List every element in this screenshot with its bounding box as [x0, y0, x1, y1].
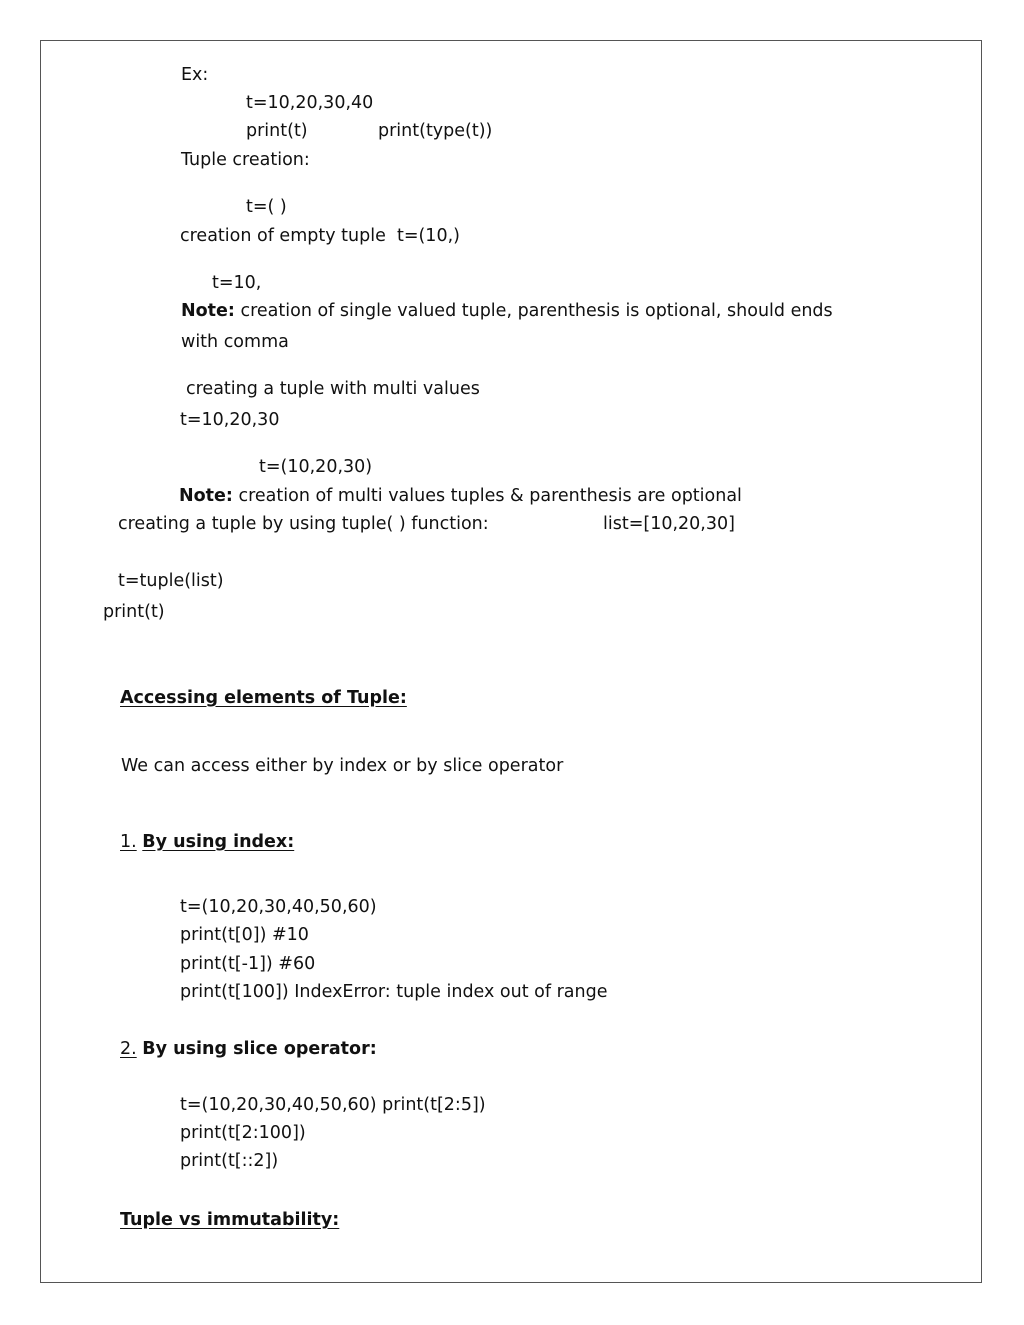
code-line: list=[10,20,30]	[603, 514, 735, 534]
heading-text: By using index:	[142, 832, 295, 852]
text-line: Tuple creation:	[181, 150, 310, 170]
note-line	[181, 300, 833, 322]
code-line: print(t)	[246, 121, 308, 141]
note-label: Note:	[179, 486, 233, 506]
text-line: creation of empty tuple t=(10,)	[180, 226, 460, 246]
code-line: print(t[2:100])	[180, 1123, 306, 1143]
note-text: creation of single valued tuple, parenthesis is optional, should ends	[234, 301, 833, 321]
note-text: creation of multi values tuples & parenthesis are optional	[232, 486, 742, 506]
code-line: print(t[100]) IndexError: tuple index out of range	[180, 982, 608, 1002]
code-line: t=(10,20,30)	[259, 457, 373, 477]
code-line: print(t[::2])	[180, 1151, 279, 1171]
code-line: print(t[-1]) #60	[180, 954, 316, 974]
note-label: Note:	[181, 301, 235, 321]
code-line: t=tuple(list)	[118, 571, 224, 591]
code-line: t=(10,20,30,40,50,60) print(t[2:5])	[180, 1095, 486, 1115]
code-line: t=10,	[212, 273, 262, 293]
heading-accessing: Accessing elements of Tuple:	[120, 688, 407, 708]
code-line: print(t[0]) #10	[180, 925, 309, 945]
heading-index	[120, 831, 294, 853]
heading-number: 1.	[120, 832, 137, 852]
code-line: print(t)	[103, 602, 165, 622]
code-line: t=( )	[246, 197, 287, 217]
heading-slice	[120, 1038, 377, 1060]
text-line: creating a tuple by using tuple( ) function:	[118, 514, 489, 534]
ex-label: Ex:	[181, 65, 209, 85]
code-line: t=(10,20,30,40,50,60)	[180, 897, 377, 917]
code-line: print(type(t))	[378, 121, 493, 141]
code-line: t=10,20,30	[180, 410, 280, 430]
heading-number: 2.	[120, 1039, 137, 1059]
text-line: We can access either by index or by slice operator	[121, 756, 564, 776]
code-line: t=10,20,30,40	[246, 93, 374, 113]
text-line: with comma	[181, 332, 289, 352]
heading-text: By using slice operator:	[142, 1039, 377, 1059]
heading-immutability: Tuple vs immutability:	[120, 1210, 340, 1230]
text-line: creating a tuple with multi values	[186, 379, 480, 399]
note-line	[179, 485, 742, 507]
